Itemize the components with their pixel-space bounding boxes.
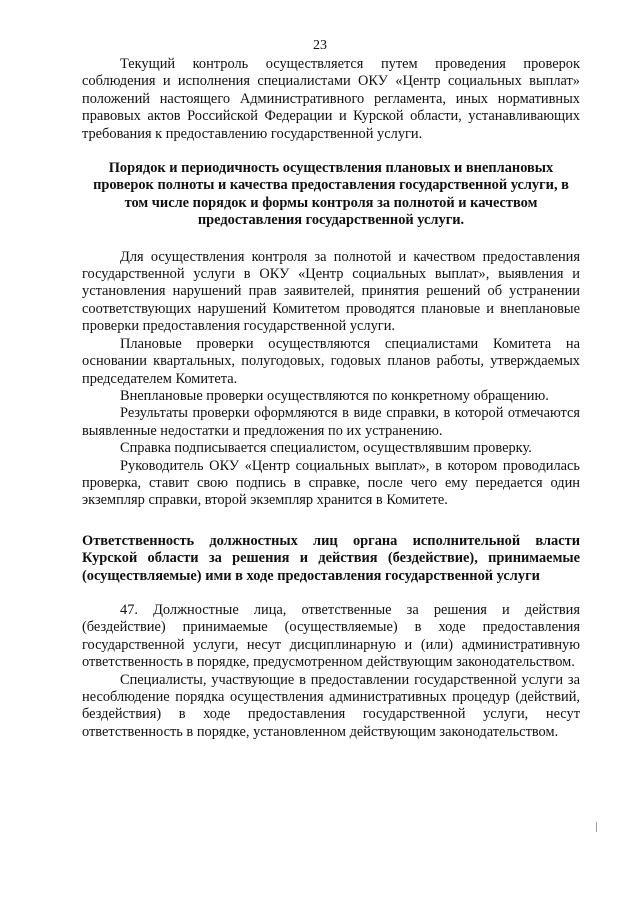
section-heading-responsibility: Ответственность должностных лиц органа исполнительной власти Курской области за решения и действия (бездействие), принимаемые (осуществляемые) ими в ходе предоставления государственной услуги xyxy=(82,532,580,584)
paragraph-head-signature: Руководитель ОКУ «Центр социальных выплат», в котором проводилась проверка, ставит свою подпись в справке, после чего ему передается один экземпляр справки, второй экземпляр хранится в Комитете. xyxy=(82,457,580,509)
paragraph-inspection-results: Результаты проверки оформляются в виде справки, в которой отмечаются выявленные недостатки и предложения по их устранению. xyxy=(82,405,580,439)
paragraph-current-control: Текущий контроль осуществляется путем проведения проверок соблюдения и исполнения специалистами ОКУ «Центр социальных выплат» положений настоящего Административного регламента, иных нормативных правовых актов Российской Федерации и Курской области, устанавливающих требования к предоставлению государственной услуги. xyxy=(82,56,580,142)
paragraph-planned-inspections: Плановые проверки осуществляются специалистами Комитета на основании квартальных, полугодовых, годовых планов работы, утверждаемых председателем Комитета. xyxy=(82,335,580,387)
page-number: 23 xyxy=(313,38,327,53)
paragraph-report-signature: Справка подписывается специалистом, осуществлявшим проверку. xyxy=(120,440,532,457)
page-body xyxy=(82,56,580,741)
paragraph-unplanned-inspections: Внеплановые проверки осуществляются по конкретному обращению. xyxy=(120,387,549,404)
scan-mark xyxy=(596,822,597,832)
paragraph-control-purpose: Для осуществления контроля за полнотой и качеством предоставления государственной услуги в ОКУ «Центр социальных выплат», выявления и установления нарушений прав заявителей, принятия решений об устранении соответствующих нарушений Комитетом проводятся плановые и внеплановые проверки предоставления государственной услуги. xyxy=(82,248,580,335)
section-heading-inspections: Порядок и периодичность осуществления плановых и внеплановых проверок полноты и качества предоставления государственной услуги, в том числе порядок и формы контроля за полнотой и качеством предоставления государственной услуги. xyxy=(93,160,569,229)
paragraph-47-officials-responsibility: 47. Должностные лица, ответственные за решения и действия (бездействие) принимаемые (осуществляемые) в ходе предоставления государственной услуги, несут дисциплинарную и (или) административную ответственность в порядке, предусмотренном действующим законодательством. xyxy=(82,601,580,671)
paragraph-specialists-responsibility: Специалисты, участвующие в предоставлении государственной услуги за несоблюдение порядка осуществления административных процедур (действий, бездействия) в ходе предоставления государственной услуги, несут ответственность в порядке, установленном действующим законодательством. xyxy=(82,671,580,740)
